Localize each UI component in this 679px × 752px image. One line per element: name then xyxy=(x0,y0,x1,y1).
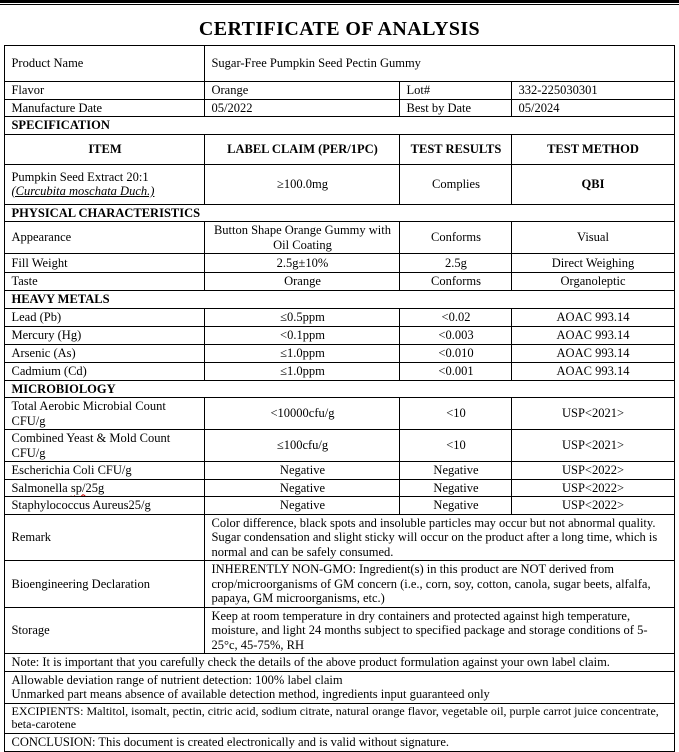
spec-claim: ≥100.0mg xyxy=(205,164,400,204)
col-header-label-claim: LABEL CLAIM (PER/1PC) xyxy=(205,134,400,164)
deviation-cell xyxy=(5,671,674,703)
salmonella-suffix: 25g xyxy=(85,480,105,495)
storage-label: Storage xyxy=(5,607,205,654)
result-cell: <0.003 xyxy=(400,326,512,344)
letterhead-rule-thin xyxy=(0,4,679,5)
lot-value: 332-225030301 xyxy=(512,82,674,100)
remark-text: Color difference, black spots and insoluble particles may occur but not abnormal quality. Sugar condensation and slight sticky will occur on the product after a long time, which is normal and can be safely consumed. xyxy=(205,514,674,561)
item-cell: Combined Yeast & Mold Count CFU/g xyxy=(5,430,205,462)
method-cell: USP<2021> xyxy=(512,430,674,462)
spec-item-name: Pumpkin Seed Extract 20:1 xyxy=(11,169,149,184)
result-cell: <10 xyxy=(400,430,512,462)
claim-cell: ≤100cfu/g xyxy=(205,430,400,462)
letterhead-rule-thick xyxy=(0,0,679,3)
result-cell: <0.010 xyxy=(400,344,512,362)
table-row xyxy=(5,308,674,326)
spellcheck-marked-text: sp/ xyxy=(70,480,86,495)
method-cell: Visual xyxy=(512,222,674,254)
note-text: Note: It is important that you carefully check the details of the above product formulation against your own label claim. xyxy=(5,654,674,672)
item-cell: Taste xyxy=(5,273,205,291)
note-row xyxy=(5,654,674,672)
method-cell: USP<2022> xyxy=(512,479,674,497)
excipients-row xyxy=(5,703,674,734)
claim-cell: Negative xyxy=(205,497,400,515)
spec-item-cell xyxy=(5,164,205,204)
result-cell: Negative xyxy=(400,462,512,480)
excipients-text: EXCIPIENTS: Maltitol, isomalt, pectin, citric acid, sodium citrate, natural orange flavor, vegetable oil, purple carrot juice concentrate, beta-carotene xyxy=(5,703,674,734)
item-cell: Fill Weight xyxy=(5,254,205,273)
table-row xyxy=(5,164,674,204)
table-row xyxy=(5,326,674,344)
table-row xyxy=(5,222,674,254)
table-row xyxy=(5,479,674,497)
claim-cell: Button Shape Orange Gummy with Oil Coating xyxy=(205,222,400,254)
table-row xyxy=(5,430,674,462)
manufacture-date-label: Manufacture Date xyxy=(5,99,205,117)
table-row xyxy=(5,362,674,380)
method-cell: AOAC 993.14 xyxy=(512,308,674,326)
storage-text: Keep at room temperature in dry containers and protected against high temperature, moisture, and light 24 months subject to specified package and storage conditions of 5-25°c, 45-75%, RH xyxy=(205,607,674,654)
flavor-label: Flavor xyxy=(5,82,205,100)
flavor-lot-row xyxy=(5,82,674,100)
method-cell: USP<2022> xyxy=(512,462,674,480)
page-title: CERTIFICATE OF ANALYSIS xyxy=(198,18,481,40)
result-cell: 2.5g xyxy=(400,254,512,273)
spec-result: Complies xyxy=(400,164,512,204)
spec-item-latin-name: (Curcubita moschata Duch.) xyxy=(11,184,155,198)
result-cell: <10 xyxy=(400,398,512,430)
method-cell: AOAC 993.14 xyxy=(512,326,674,344)
section-heading-physical: PHYSICAL CHARACTERISTICS xyxy=(5,204,674,222)
result-cell: Conforms xyxy=(400,222,512,254)
claim-cell: ≤1.0ppm xyxy=(205,362,400,380)
table-row xyxy=(5,254,674,273)
claim-cell: ≤0.5ppm xyxy=(205,308,400,326)
bioengineering-text: INHERENTLY NON-GMO: Ingredient(s) in this product are NOT derived from crop/microorganisms of GM concern (i.e., corn, soy, cotton, canola, sugar beets, alfalfa, papaya, GM microorganisms, etc.) xyxy=(205,561,674,608)
section-heading-microbiology: MICROBIOLOGY xyxy=(5,380,674,398)
result-cell: <0.001 xyxy=(400,362,512,380)
method-cell: AOAC 993.14 xyxy=(512,362,674,380)
salmonella-text: Salmonella xyxy=(11,480,71,495)
manufacture-date-value: 05/2022 xyxy=(205,99,400,117)
best-by-label: Best by Date xyxy=(400,99,512,117)
method-cell: AOAC 993.14 xyxy=(512,344,674,362)
storage-row xyxy=(5,607,674,654)
claim-cell: <10000cfu/g xyxy=(205,398,400,430)
bioengineering-row xyxy=(5,561,674,608)
spec-method: QBI xyxy=(512,164,674,204)
result-cell: Negative xyxy=(400,479,512,497)
section-microbiology xyxy=(5,380,674,398)
claim-cell: ≤1.0ppm xyxy=(205,344,400,362)
col-header-test-results: TEST RESULTS xyxy=(400,134,512,164)
item-cell: Mercury (Hg) xyxy=(5,326,205,344)
table-row xyxy=(5,497,674,515)
claim-cell: Negative xyxy=(205,462,400,480)
section-heading-specification: SPECIFICATION xyxy=(5,117,674,135)
item-cell-salmonella xyxy=(5,479,205,497)
table-row xyxy=(5,344,674,362)
deviation-line1: Allowable deviation range of nutrient detection: 100% label claim xyxy=(11,672,343,687)
column-header-row xyxy=(5,134,674,164)
remark-row xyxy=(5,514,674,561)
deviation-row xyxy=(5,671,674,703)
method-cell: USP<2021> xyxy=(512,398,674,430)
section-heavy-metals xyxy=(5,291,674,309)
dates-row xyxy=(5,99,674,117)
col-header-test-method: TEST METHOD xyxy=(512,134,674,164)
product-name-value: Sugar-Free Pumpkin Seed Pectin Gummy xyxy=(205,46,674,82)
table-row xyxy=(5,398,674,430)
deviation-line2: Unmarked part means absence of available detection method, ingredients input guaranteed only xyxy=(11,687,490,701)
best-by-value: 05/2024 xyxy=(512,99,674,117)
result-cell: Negative xyxy=(400,497,512,515)
remark-label: Remark xyxy=(5,514,205,561)
result-cell: <0.02 xyxy=(400,308,512,326)
item-cell: Arsenic (As) xyxy=(5,344,205,362)
product-name-label: Product Name xyxy=(5,46,205,82)
item-cell: Escherichia Coli CFU/g xyxy=(5,462,205,480)
claim-cell: 2.5g±10% xyxy=(205,254,400,273)
flavor-value: Orange xyxy=(205,82,400,100)
product-name-row xyxy=(5,46,674,82)
method-cell: USP<2022> xyxy=(512,497,674,515)
item-cell: Cadmium (Cd) xyxy=(5,362,205,380)
claim-cell: <0.1ppm xyxy=(205,326,400,344)
section-specification xyxy=(5,117,674,135)
claim-cell: Negative xyxy=(205,479,400,497)
section-physical-characteristics xyxy=(5,204,674,222)
lot-label: Lot# xyxy=(400,82,512,100)
claim-cell: Orange xyxy=(205,273,400,291)
method-cell: Organoleptic xyxy=(512,273,674,291)
coa-table xyxy=(4,45,674,752)
method-cell: Direct Weighing xyxy=(512,254,674,273)
col-header-item: ITEM xyxy=(5,134,205,164)
section-heading-heavy-metals: HEAVY METALS xyxy=(5,291,674,309)
item-cell: Lead (Pb) xyxy=(5,308,205,326)
bioengineering-label: Bioengineering Declaration xyxy=(5,561,205,608)
table-row xyxy=(5,273,674,291)
conclusion-row xyxy=(5,734,674,752)
item-cell: Total Aerobic Microbial Count CFU/g xyxy=(5,398,205,430)
item-cell: Staphylococcus Aureus25/g xyxy=(5,497,205,515)
result-cell: Conforms xyxy=(400,273,512,291)
conclusion-text: CONCLUSION: This document is created electronically and is valid without signature. xyxy=(5,734,674,752)
table-row xyxy=(5,462,674,480)
item-cell: Appearance xyxy=(5,222,205,254)
